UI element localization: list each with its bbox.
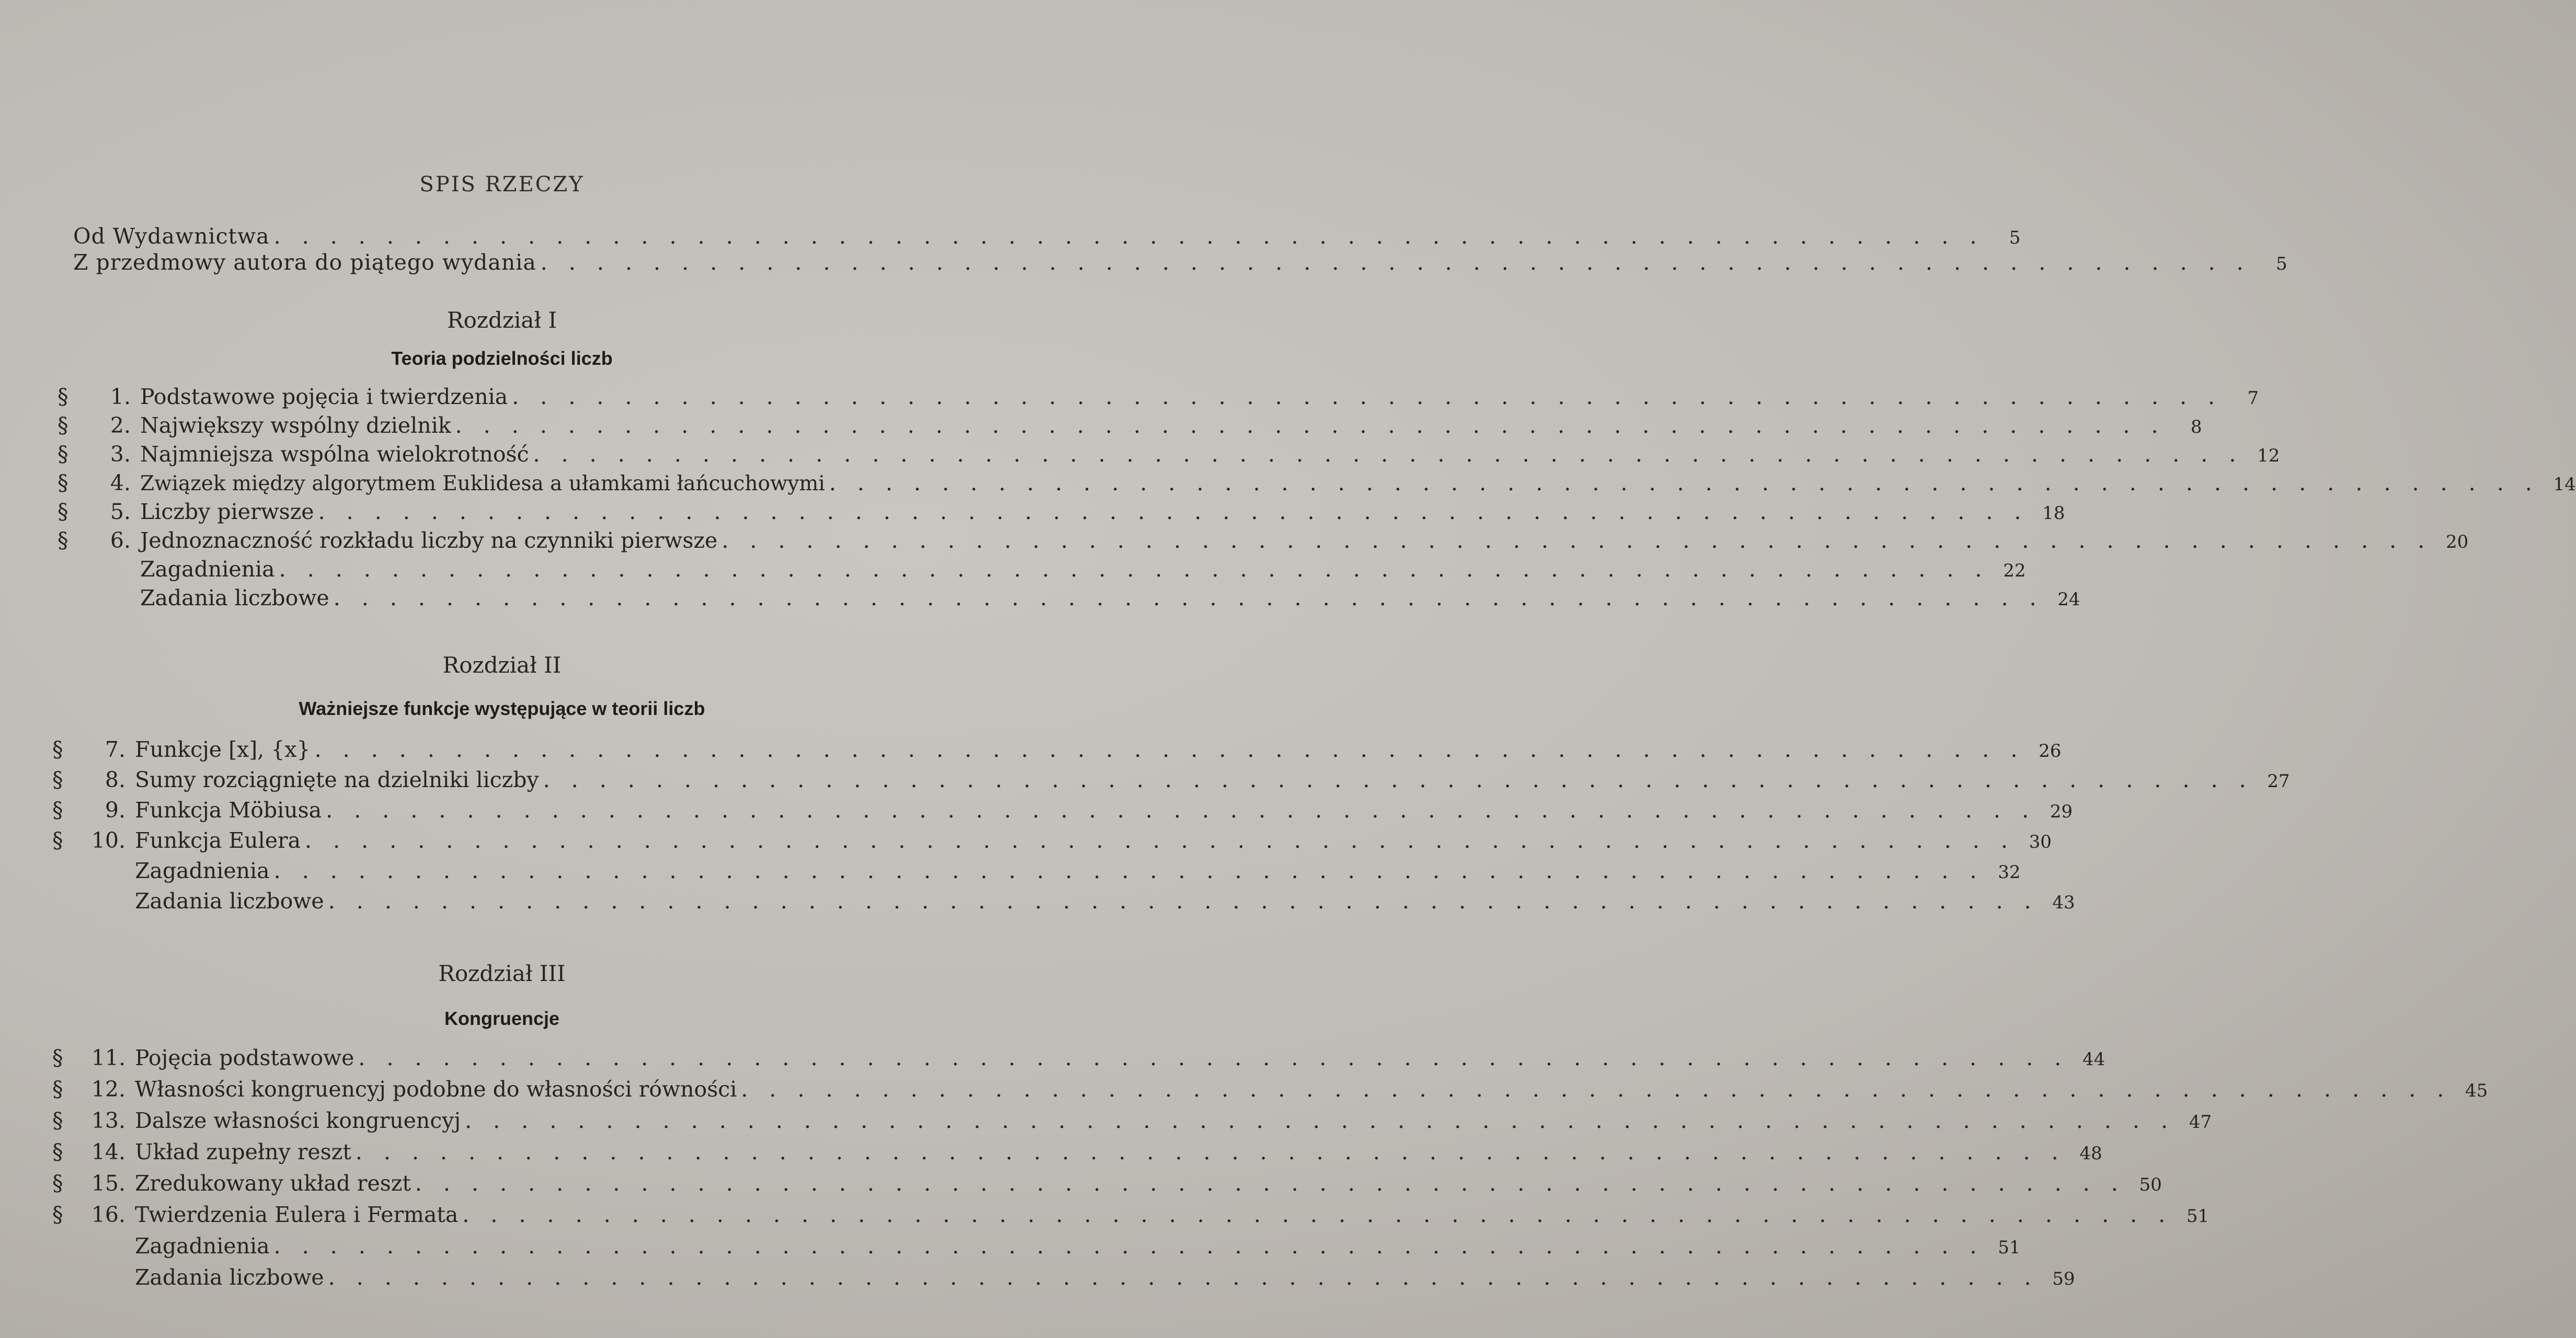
dot-leader: . . . . . . . . . . . . . . . . . . . . . . . . . . . . . . . . . . . . . . . . . . . . . . . . . . . . . . . . . . . . .	[273, 858, 1984, 883]
page-number: 29	[2050, 801, 2073, 822]
entry-title: Funkcja Eulera	[135, 828, 301, 853]
toc-entry	[52, 1139, 2102, 1170]
page-number: 43	[2052, 892, 2075, 913]
toc-entry	[52, 828, 2052, 858]
section-sign: §	[58, 499, 68, 524]
section-number: 15.	[91, 1171, 125, 1196]
chapter-heading: Rozdział I	[446, 307, 557, 333]
dot-leader: . . . . . . . . . . . . . . . . . . . . . . . . . . . . . . . . . . . . . . . . . . . . . . . . . . . . . . . . . . . . .	[279, 557, 1989, 582]
page-number: 45	[2465, 1080, 2488, 1101]
section-number: 2.	[110, 413, 131, 438]
entry-title: Zadania liczbowe	[135, 889, 324, 914]
dot-leader: . . . . . . . . . . . . . . . . . . . . . . . . . . . . . . . . . . . . . . . . . . . . . . . . . . . . . . . . . . . . .	[462, 1202, 2173, 1227]
section-number: 4.	[110, 470, 131, 495]
toc-entry	[52, 858, 2021, 889]
dot-leader: . . . . . . . . . . . . . . . . . . . . . . . . . . . . . . . . . . . . . . . . . . . . . . . . . . . . . . . . . . . . .	[355, 1139, 2066, 1164]
dot-leader: . . . . . . . . . . . . . . . . . . . . . . . . . . . . . . . . . . . . . . . . . . . . . . . . . . . . . . . . . . . . .	[512, 384, 2223, 409]
page-number: 27	[2267, 771, 2290, 792]
entry-title: Zagadnienia	[140, 557, 275, 582]
entry-title: Własności kongruencyj podobne do własności równości	[135, 1077, 737, 1102]
dot-leader: . . . . . . . . . . . . . . . . . . . . . . . . . . . . . . . . . . . . . . . . . . . . . . . . . . . . . . . . . . . . .	[318, 499, 2029, 524]
chapter-subtitle: Ważniejsze funkcje występujące w teorii liczb	[299, 698, 705, 719]
page-number: 51	[2186, 1206, 2209, 1227]
dot-leader: . . . . . . . . . . . . . . . . . . . . . . . . . . . . . . . . . . . . . . . . . . . . . . . . . . . . . . . . . . . . .	[455, 413, 2166, 438]
page-number: 8	[2191, 417, 2202, 437]
chapter-subtitle: Kongruencje	[444, 1008, 560, 1029]
section-sign: §	[52, 1139, 63, 1164]
section-number: 12.	[91, 1077, 125, 1102]
chapter-heading: Rozdział III	[438, 961, 566, 986]
toc-entry	[58, 585, 2080, 616]
dot-leader: . . . . . . . . . . . . . . . . . . . . . . . . . . . . . . . . . . . . . . . . . . . . . . . . . . . . . . . . . . . . .	[273, 1233, 1984, 1259]
toc-entry	[52, 1265, 2075, 1295]
page-number: 18	[2042, 503, 2065, 524]
dot-leader: . . . . . . . . . . . . . . . . . . . . . . . . . . . . . . . . . . . . . . . . . . . . . . . . . . . . . . . . . . . . .	[543, 767, 2253, 792]
section-number: 14.	[91, 1139, 125, 1164]
section-sign: §	[58, 384, 68, 409]
dot-leader: . . . . . . . . . . . . . . . . . . . . . . . . . . . . . . . . . . . . . . . . . . . . . . . . . . . . . . . . . . . . .	[273, 224, 1984, 249]
toc-entry	[52, 1045, 2105, 1076]
section-sign: §	[58, 413, 68, 438]
entry-title: Od Wydawnictwa	[73, 224, 270, 249]
toc-entry	[73, 250, 2287, 280]
page-number: 47	[2189, 1112, 2212, 1133]
entry-title: Zagadnienia	[135, 858, 270, 883]
section-number: 10.	[91, 828, 125, 853]
toc-entry	[58, 528, 2469, 558]
page-number: 14	[2553, 474, 2576, 495]
dot-leader: . . . . . . . . . . . . . . . . . . . . . . . . . . . . . . . . . . . . . . . . . . . . . . . . . . . . . . . . . . . . .	[358, 1045, 2069, 1070]
entry-title: Zredukowany układ reszt	[135, 1171, 411, 1196]
section-sign: §	[52, 798, 63, 823]
section-sign: §	[58, 442, 68, 467]
dot-leader: . . . . . . . . . . . . . . . . . . . . . . . . . . . . . . . . . . . . . . . . . . . . . . . . . . . . . . . . . . . . .	[741, 1077, 2452, 1102]
dot-leader: . . . . . . . . . . . . . . . . . . . . . . . . . . . . . . . . . . . . . . . . . . . . . . . . . . . . . . . . . . . . .	[328, 889, 2039, 914]
chapter-subtitle: Teoria podzielności liczb	[391, 348, 613, 369]
toc-entry	[52, 1202, 2209, 1232]
toc-entry	[52, 767, 2290, 798]
toc-entry	[52, 1077, 2488, 1107]
page-number: 51	[1998, 1237, 2021, 1258]
toc-entry	[52, 737, 2062, 767]
section-sign: §	[52, 1108, 63, 1133]
section-number: 11.	[91, 1045, 125, 1070]
page-number: 7	[2247, 388, 2259, 409]
toc-entry	[58, 384, 2259, 414]
section-number: 6.	[110, 528, 131, 553]
toc-entry	[58, 470, 2576, 501]
page-number: 48	[2079, 1143, 2102, 1164]
entry-title: Funkcja Möbiusa	[135, 798, 322, 823]
page-number: 50	[2139, 1174, 2162, 1195]
entry-title: Jednoznaczność rozkładu liczby na czynniki pierwsze	[140, 528, 718, 553]
dot-leader: . . . . . . . . . . . . . . . . . . . . . . . . . . . . . . . . . . . . . . . . . . . . . . . . . . . . . . . . . . . . .	[326, 798, 2036, 823]
dot-leader: . . . . . . . . . . . . . . . . . . . . . . . . . . . . . . . . . . . . . . . . . . . . . . . . . . . . . . . . . . . . .	[314, 737, 2025, 762]
chapter-heading: Rozdział II	[442, 652, 562, 678]
dot-leader: . . . . . . . . . . . . . . . . . . . . . . . . . . . . . . . . . . . . . . . . . . . . . . . . . . . . . . . . . . . . .	[722, 528, 2432, 553]
entry-title: Związek między algorytmem Euklidesa a ułamkami łańcuchowymi	[140, 472, 825, 495]
entry-title: Pojęcia podstawowe	[135, 1045, 354, 1070]
dot-leader: . . . . . . . . . . . . . . . . . . . . . . . . . . . . . . . . . . . . . . . . . . . . . . . . . . . . . . . . . . . . .	[333, 585, 2044, 610]
section-sign: §	[52, 1045, 63, 1070]
section-number: 5.	[110, 499, 131, 524]
entry-title: Najmniejsza wspólna wielokrotność	[140, 442, 529, 467]
entry-title: Podstawowe pojęcia i twierdzenia	[140, 384, 508, 409]
entry-title: Zadania liczbowe	[135, 1265, 324, 1290]
section-sign: §	[52, 737, 63, 762]
entry-title: Dalsze własności kongruencyj	[135, 1108, 461, 1133]
dot-leader: . . . . . . . . . . . . . . . . . . . . . . . . . . . . . . . . . . . . . . . . . . . . . . . . . . . . . . . . . . . . .	[533, 442, 2243, 467]
entry-title: Zagadnienia	[135, 1233, 270, 1259]
page-title: SPIS RZECZY	[419, 172, 585, 197]
section-number: 16.	[91, 1202, 125, 1227]
page-number: 5	[2009, 227, 2021, 248]
entry-title: Liczby pierwsze	[140, 499, 314, 524]
page-number: 5	[2276, 253, 2287, 274]
toc-entry	[52, 1108, 2212, 1138]
entry-title: Z przedmowy autora do piątego wydania	[73, 250, 536, 275]
section-sign: §	[52, 1202, 63, 1227]
section-sign: §	[58, 470, 68, 495]
page-number: 32	[1998, 862, 2021, 883]
toc-entry	[52, 798, 2073, 828]
section-sign: §	[52, 767, 63, 792]
page-number: 24	[2057, 589, 2080, 610]
page-number: 59	[2052, 1268, 2075, 1289]
page-number: 22	[2003, 560, 2026, 581]
dot-leader: . . . . . . . . . . . . . . . . . . . . . . . . . . . . . . . . . . . . . . . . . . . . . . . . . . . . . . . . . . . . .	[465, 1108, 2176, 1133]
page-number: 30	[2029, 832, 2052, 852]
section-sign: §	[52, 1077, 63, 1102]
entry-title: Zadania liczbowe	[140, 585, 329, 610]
entry-title: Sumy rozciągnięte na dzielniki liczby	[135, 767, 539, 792]
entry-title: Układ zupełny reszt	[135, 1139, 351, 1164]
section-number: 13.	[91, 1108, 125, 1133]
section-sign: §	[52, 828, 63, 853]
section-number: 9.	[105, 798, 125, 823]
toc-entry	[52, 889, 2075, 919]
dot-leader: . . . . . . . . . . . . . . . . . . . . . . . . . . . . . . . . . . . . . . . . . . . . . . . . . . . . . . . . . . . . .	[829, 470, 2539, 495]
dot-leader: . . . . . . . . . . . . . . . . . . . . . . . . . . . . . . . . . . . . . . . . . . . . . . . . . . . . . . . . . . . . .	[305, 828, 2015, 853]
toc-entry	[58, 557, 2026, 587]
toc-entry	[58, 442, 2280, 472]
toc-entry	[52, 1171, 2162, 1201]
entry-title: Największy wspólny dzielnik	[140, 413, 451, 438]
entry-title: Twierdzenia Eulera i Fermata	[135, 1202, 459, 1227]
section-number: 7.	[105, 737, 125, 762]
dot-leader: . . . . . . . . . . . . . . . . . . . . . . . . . . . . . . . . . . . . . . . . . . . . . . . . . . . . . . . . . . . . .	[540, 250, 2251, 275]
dot-leader: . . . . . . . . . . . . . . . . . . . . . . . . . . . . . . . . . . . . . . . . . . . . . . . . . . . . . . . . . . . . .	[415, 1171, 2125, 1196]
toc-entry	[52, 1233, 2021, 1264]
section-sign: §	[58, 528, 68, 553]
page-number: 12	[2257, 445, 2280, 466]
entry-title: Funkcje [x], {x}	[135, 737, 311, 762]
section-number: 8.	[105, 767, 125, 792]
section-number: 3.	[110, 442, 131, 467]
toc-entry	[58, 499, 2065, 529]
page-number: 26	[2039, 741, 2062, 762]
dot-leader: . . . . . . . . . . . . . . . . . . . . . . . . . . . . . . . . . . . . . . . . . . . . . . . . . . . . . . . . . . . . .	[328, 1265, 2039, 1290]
section-number: 1.	[110, 384, 131, 409]
page-number: 44	[2082, 1049, 2105, 1070]
section-sign: §	[52, 1171, 63, 1196]
page-number: 20	[2446, 532, 2469, 552]
toc-entry	[58, 413, 2202, 443]
